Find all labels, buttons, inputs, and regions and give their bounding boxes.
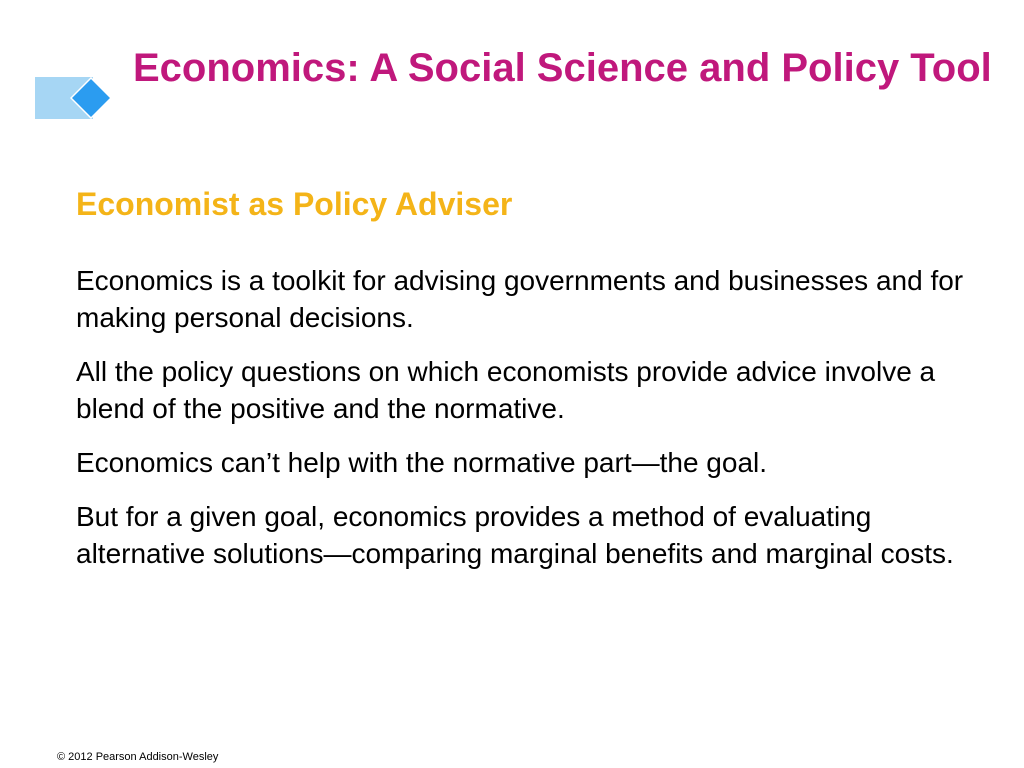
slide-title: Economics: A Social Science and Policy Tool [133, 46, 992, 90]
diamond-icon [70, 77, 112, 119]
body-paragraph: But for a given goal, economics provides a method of evaluating alternative solutions—comparing marginal benefits and marginal costs. [76, 501, 954, 569]
body-paragraph: Economics is a toolkit for advising governments and businesses and for making personal decisions. [76, 265, 964, 333]
slide-subtitle: Economist as Policy Adviser [76, 186, 513, 222]
body-paragraph: Economics can’t help with the normative part—the goal. [76, 447, 768, 478]
copyright-footer: © 2012 Pearson Addison-Wesley [57, 751, 219, 763]
body-paragraph: All the policy questions on which economists provide advice involve a blend of the positive and the normative. [76, 356, 936, 424]
slide-body [76, 262, 976, 589]
